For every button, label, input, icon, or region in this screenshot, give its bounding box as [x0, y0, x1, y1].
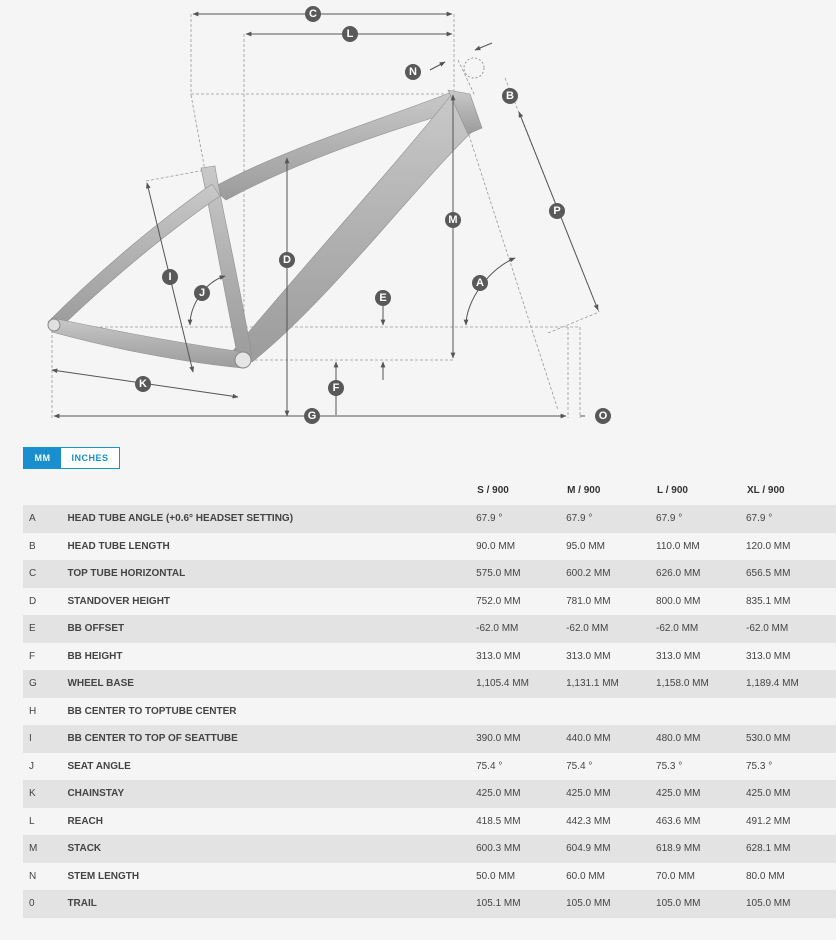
svg-text:L: L [346, 28, 354, 40]
dim-label-m [445, 212, 461, 228]
row-value [476, 698, 566, 726]
dim-label-j [194, 285, 210, 301]
svg-text:I: I [168, 271, 172, 283]
row-letter: L [29, 815, 35, 827]
row-value: 105.0 MM [746, 890, 836, 918]
row-value: 313.0 MM [476, 650, 521, 662]
row-value: 95.0 MM [566, 540, 605, 552]
svg-text:D: D [283, 254, 291, 266]
table-row [23, 835, 836, 863]
table-row [23, 890, 836, 918]
svg-text:A: A [476, 277, 484, 289]
row-value: -62.0 MM [566, 615, 656, 643]
dim-label-g [304, 408, 320, 424]
row-value: 425.0 MM [656, 780, 746, 808]
table-row [23, 670, 836, 698]
row-value: 425.0 MM [566, 780, 656, 808]
row-value: 440.0 MM [566, 725, 656, 753]
row-letter: N [29, 870, 37, 882]
row-value [656, 698, 746, 726]
table-row [23, 643, 836, 671]
row-letter: A [23, 505, 67, 533]
dim-label-a [472, 275, 488, 291]
row-name: REACH [67, 815, 103, 827]
row-value: 626.0 MM [656, 560, 746, 588]
row-value: 425.0 MM [746, 780, 836, 808]
table-row [23, 863, 836, 891]
table-row [23, 698, 836, 726]
row-name: HEAD TUBE LENGTH [67, 540, 170, 552]
row-value: 600.2 MM [566, 560, 656, 588]
row-name: STANDOVER HEIGHT [67, 595, 171, 607]
table-body [23, 505, 836, 918]
unit-toggle [23, 447, 120, 469]
svg-text:P: P [553, 205, 561, 217]
dimension-arrows [52, 14, 598, 416]
row-value: 618.9 MM [656, 835, 746, 863]
header-size-xl: XL / 900 [746, 485, 785, 496]
svg-text:C: C [309, 8, 317, 20]
table-row [23, 505, 836, 533]
row-letter: D [29, 595, 37, 607]
row-value: 628.1 MM [746, 835, 836, 863]
row-value: 1,158.0 MM [656, 670, 746, 698]
row-name: STACK [67, 835, 476, 863]
row-value: 425.0 MM [476, 780, 566, 808]
svg-text:E: E [379, 292, 387, 304]
row-name: BB OFFSET [67, 615, 476, 643]
svg-text:M: M [448, 214, 458, 226]
row-letter: B [29, 540, 36, 552]
bottom-bracket-icon [235, 352, 251, 368]
row-letter: C [23, 560, 67, 588]
header-size-m: M / 900 [567, 485, 601, 496]
row-value [566, 698, 656, 726]
row-value: 1,189.4 MM [746, 670, 836, 698]
dim-label-f [328, 380, 344, 396]
stem-outline-icon [464, 58, 484, 78]
row-value: 313.0 MM [656, 650, 701, 662]
row-value: 105.0 MM [566, 890, 656, 918]
header-name [67, 476, 476, 505]
row-name: CHAINSTAY [67, 780, 476, 808]
table-row [23, 533, 836, 561]
unit-mm-button[interactable]: MM [24, 448, 61, 468]
row-value: 835.1 MM [745, 595, 791, 607]
table-row [23, 780, 836, 808]
row-name: BB CENTER TO TOPTUBE CENTER [67, 705, 237, 717]
row-value: 480.0 MM [656, 725, 746, 753]
table-row [23, 588, 836, 616]
row-value: 463.6 MM [656, 815, 701, 827]
table-row [23, 725, 836, 753]
dim-label-l [342, 26, 358, 42]
dim-label-e [375, 290, 391, 306]
frame-geometry-diagram [0, 0, 836, 440]
row-name: SEAT ANGLE [67, 760, 131, 772]
bike-frame [48, 90, 482, 368]
row-value: 600.3 MM [476, 835, 566, 863]
row-name: WHEEL BASE [67, 670, 476, 698]
row-value: 442.3 MM [566, 815, 611, 827]
row-value: 1,131.1 MM [566, 670, 656, 698]
table-row [23, 753, 836, 781]
svg-text:F: F [332, 382, 340, 394]
row-value: 67.9 ° [566, 505, 656, 533]
svg-text:K: K [139, 378, 147, 390]
row-letter: F [29, 650, 36, 662]
row-value: 75.4 ° [566, 760, 593, 772]
row-name: BB CENTER TO TOP OF SEATTUBE [67, 725, 476, 753]
row-value: 90.0 MM [476, 540, 516, 552]
row-value: 800.0 MM [656, 595, 701, 607]
row-value: 313.0 MM [566, 650, 611, 662]
header-size-l: L / 900 [657, 485, 688, 496]
row-value [746, 698, 836, 726]
row-value: 604.9 MM [566, 835, 656, 863]
table-header-row [23, 476, 836, 505]
dim-label-d [279, 252, 295, 268]
dim-label-c [305, 6, 321, 22]
reference-lines [52, 14, 599, 418]
row-letter: I [23, 725, 67, 753]
row-name: TRAIL [67, 890, 476, 918]
row-value: 656.5 MM [746, 560, 836, 588]
row-value: 1,105.4 MM [476, 670, 566, 698]
row-name: BB HEIGHT [67, 650, 123, 662]
table-row [23, 615, 836, 643]
rear-dropout-icon [48, 319, 60, 331]
row-letter: J [29, 760, 34, 772]
row-letter: K [23, 780, 67, 808]
row-value: 75.3 ° [745, 760, 773, 772]
dim-label-p [549, 203, 565, 219]
row-value: 60.0 MM [566, 870, 605, 882]
row-value: 781.0 MM [566, 595, 611, 607]
row-value: 67.9 ° [476, 505, 566, 533]
row-value: 105.0 MM [656, 890, 746, 918]
row-name: TOP TUBE HORIZONTAL [67, 560, 476, 588]
header-letter [23, 476, 67, 505]
row-value: 575.0 MM [476, 560, 566, 588]
row-value: 418.5 MM [476, 815, 521, 827]
row-value: 67.9 ° [656, 505, 746, 533]
table-row [23, 560, 836, 588]
row-value: 752.0 MM [476, 595, 521, 607]
row-value: 50.0 MM [476, 870, 516, 882]
row-value: -62.0 MM [656, 615, 746, 643]
row-letter: M [23, 835, 67, 863]
header-size-s: S / 900 [477, 485, 509, 496]
row-letter: H [29, 705, 37, 717]
row-letter: 0 [23, 890, 67, 918]
geometry-table [23, 476, 836, 918]
svg-text:O: O [598, 410, 608, 422]
dim-label-b [502, 88, 518, 104]
dim-label-k [135, 376, 151, 392]
row-value: 110.0 MM [656, 540, 700, 552]
svg-text:J: J [198, 287, 206, 299]
row-value: 120.0 MM [745, 540, 791, 552]
row-value: 70.0 MM [656, 870, 695, 882]
row-value: 491.2 MM [745, 815, 791, 827]
row-value: 530.0 MM [746, 725, 836, 753]
svg-text:B: B [506, 90, 514, 102]
row-value: 80.0 MM [745, 870, 785, 882]
svg-text:G: G [307, 410, 317, 422]
row-value: 313.0 MM [745, 650, 791, 662]
row-letter: E [23, 615, 67, 643]
row-value: 67.9 ° [746, 505, 836, 533]
row-value: 390.0 MM [476, 725, 566, 753]
dim-label-o [595, 408, 611, 424]
row-name: HEAD TUBE ANGLE (+0.6° HEADSET SETTING) [67, 505, 476, 533]
dim-label-n [405, 64, 421, 80]
row-value: 75.4 ° [476, 760, 503, 772]
row-name: STEM LENGTH [67, 870, 140, 882]
dim-label-i [162, 269, 178, 285]
row-value: -62.0 MM [476, 615, 566, 643]
unit-inches-button[interactable]: INCHES [61, 448, 119, 468]
svg-text:N: N [409, 66, 417, 78]
row-value: -62.0 MM [746, 615, 836, 643]
row-letter: G [23, 670, 67, 698]
row-value: 75.3 ° [656, 760, 683, 772]
row-value: 105.1 MM [476, 890, 566, 918]
table-row [23, 808, 836, 836]
